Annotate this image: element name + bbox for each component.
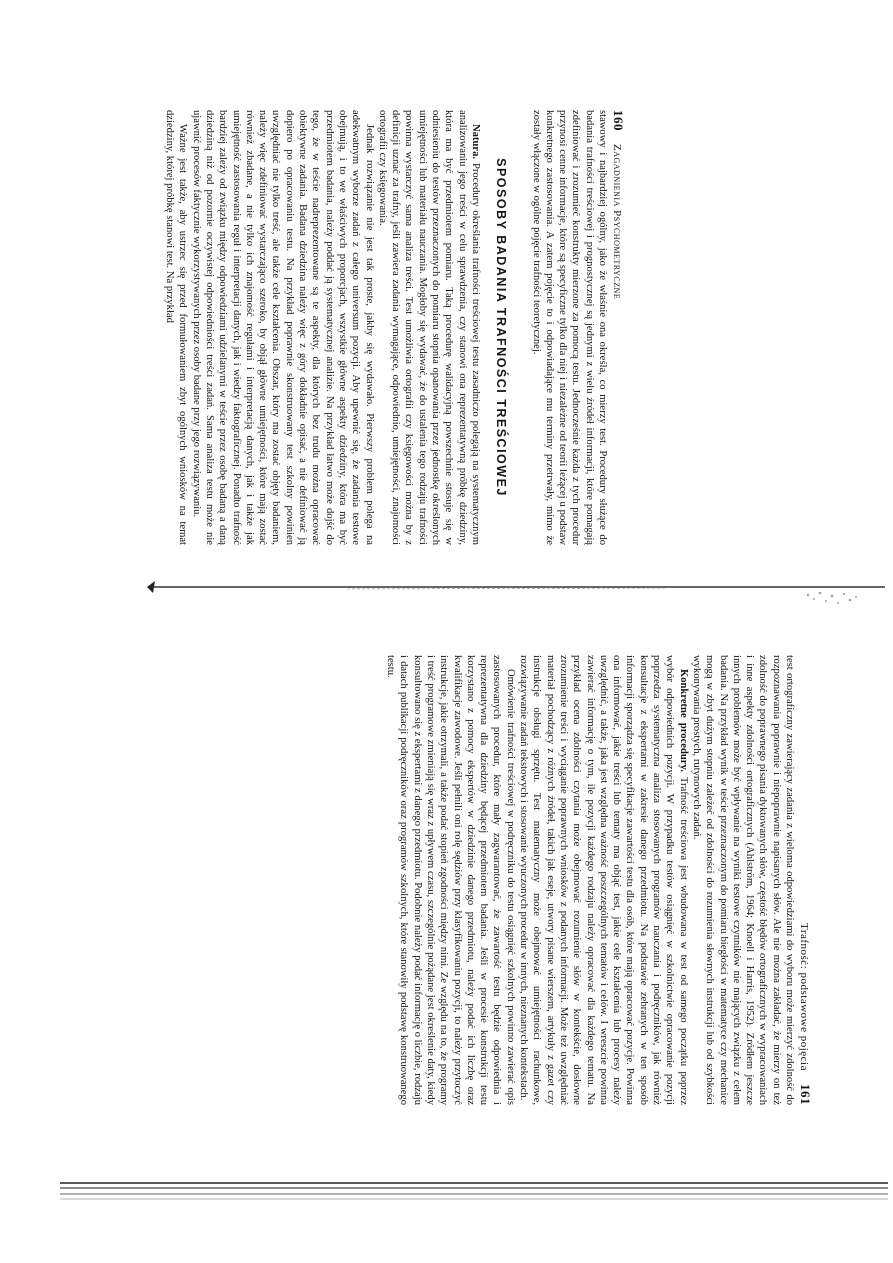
right-paragraph-1: test ortograficzny zawierający zadania z wieloma odpowiedziami do wyboru może mierzyć zdolność do rozpoznawania poprawnie i niepoprawnie napisanych słów. Ale nie można zakładać, że mierzy on też zdolność do poprawnego pisania dyktowanych słów, częstość błędów ortograficznych w wypracowaniach i inne aspekty zdolności ortograficznych (Ahlström, 1964; Knoell i Harris, 1952). Zródłem jeszcze innych problemów może być wpływanie na wyniki testowe czynników nie mających związku z celem badania. Na przykład wynik w teście przeznaczonym do pomiaru biegłości w matematyce czy mechanice mogą w zbyt dużym stopniu zależeć od zdolności do rozumienia słownych instrukcji lub od szybkości wykonywania prostych, rutynowych zadań. bbox=[690, 655, 795, 1105]
right-paragraph-3: Omówienie trafności treściowej w podręczniku do testu osiągnięć szkolnych powinno zawierać opis zastosowanych procedur, które mały zagwarantować, że zawartość testu będzie odpowiednia i reprezentatywna dla dziedziny będącej przedmiotem badania. Jeśli w procesie konstrukcji testu korzystano z pomocy ekspertów w dziedzinie danego przedmiotu, należy podać ich liczbę oraz kwalifikacje zawodowe. Jeśli pełnili oni rolę sędziów przy klasyfikowaniu pozycji, to należy przytoczyć instrukcje, jakie otrzymali, a także podać stopień zgodności między nimi. Ze względu na to, że programy i treść programowe zmieniają się wraz z upływem czasu, szczególnie pożądane jest określenie daty, kiedy konsultowano się z ekspertami z danego przedmiotu. Podobnie należy podać informację o liczbie, rodzaju i datach publikacji podręczników oraz programów szkolnych, które stanowiły podstawę konstruowanego testu. bbox=[385, 655, 516, 1105]
section-heading: SPOSOBY BADANIA TRAFNOŚCI TREŚCIOWEJ bbox=[494, 158, 509, 497]
left-intro-paragraph: stawowy i najbardziej ogólny, jako że właśnie ona określa, co mierzy test. Procedury służące do badania trafności treściowej i prognostycznej są jednymi z wielu źródeł informacji, które pomagają zdefiniować i zrozumieć konstrukty mierzone za pomocą testu. Jednocześnie każda z tych procedur przynosi cenne informacje, które są specyficzne tylko dla niej i niezależne od teorii leżącej u podstaw konkretnego zastosowania. A zatem pojęcie to i odpowiadające mu terminy przetrwały, mimo że zostały włączone w ogólne pojęcie trafności teoretycznej. bbox=[530, 110, 608, 545]
right-paragraph-2-text: Trafność treściowa jest wbudowana w test od samego początku poprzez wybór odpowiednich pozycji. W przypadku testów osiągnięć w szkolnictwie opracowanie pozycji poprzedza systematyczna analiza stosowanych programów nauczania i podręczników, jak również konsultacje z ekspertami w zakresie danego przedmiotu. Na podstawie zebranych w ten sposób informacji sporządza się specyfikacje zawartości testu dla osób, które mają opracować pozycje. Powinna ona informować, jakie treści lub tematy ma objąć test, jakie cele kształcenia lub procesy należy uwzględnić, a także, jaka jest względna ważność poszczególnych tematów i celów. I wreszcie powinna zawierać informację o tym, ile pozycji każdego rodzaju należy opracować dla każdego tematu. Na przykład ocena zdolności czytania może obejmować rozumienie słów w kontekście, dosłowne zrozumienie treści i wyciąganie poprawnych wniosków z podanych informacji. Może też uwzględniać materiał pochodzący z różnych źródeł, takich jak eseje, utwory pisane wierszem, artykuły z gazet czy instrukcje obsługi sprzętu. Test matematyczny może obejmować umiejętności rachunkowe, rozwiązywanie zadań tekstowych i stosowanie wyuczonych procedur w innych, nieznanych kontekstach. bbox=[518, 655, 689, 1105]
right-running-head bbox=[796, 655, 814, 1105]
lead-nature: Natura. bbox=[469, 124, 481, 160]
left-running-title: Zagadnienia Psychometryczne bbox=[611, 144, 623, 300]
left-paragraph-3: Jednak rozwiązanie nie jest tak proste, jakby się wydawało. Pierwszy problem polega na adekwatnym wyborze zadań z całego universum pozycji. Aby upewnić się, że zadania testowe obejmują, i to we właściwych proporcjach, wszystkie główne aspekty dziedziny, która ma być przedmiotem badania, należy poddać ją systematycznej analizie. Na przykład łatwo może dojść do tego, że w teście nadreprezentowane są te aspekty, dla których bez trudu można opracować obiektywne zadania. Badana dziedzina należy więc z góry dokładnie opisać, a nie definiować ją dopiero po opracowaniu testu. Na przykład poprawnie skonstruowany test szkolny powinien uwzględniać nie tylko treść, ale także cele kształcenia. Obszar, który ma zostać objęty badaniem, należy więc zdefiniować wystarczająco szeroko, by objął główne umiejętności, które mają zostać również zbadane, a nie tylko ich znajomość regułami i interpretacją danych, jak i także jak umiejętność zastosowania reguł i interpretacji danych, jak i wiedzy faktograficznej. Ponadto trafność bardziej zależy od związku między odpowiedziami udzielanymi w teście przez osobę badaną a daną dziedziną niż od pozornie oczywistej odpowiedniości treści zadań. Sama analiza testu może nie ujawnić procesów faktycznie wykorzystywanych przez osoby badane przy jego rozwiązywaniu. bbox=[190, 110, 375, 545]
scanner-edge-lines bbox=[60, 1175, 888, 1205]
left-paragraph-2-text: Procedury określania trafności treściowej testu zasadniczo polegają na systematycznym analizowaniu jego treści w celu sprawdzenia, czy stanowi ona reprezentatywną próbkę dziedziny, która ma być przedmiotem pomiaru. Taką procedurę walidacyjną powszechnie stosuje się w odniesieniu do testów przeznaczonych do pomiaru stopnia opanowania przez jednostkę określonych umiejętności lub materiału nauczania. Mogłoby się wydawać, że do ustalenia tego rodzaju trafności powinna wystarczyć sama analiza treści. Test umożliwia ortografii czy księgowości można by z definicji uznać za trafny, jeśli zawiera zadania wymagające, odpowiednio, umiejętności, znajomości ortografii czy księgowania. bbox=[376, 110, 481, 545]
lead-procedures: Konkretne procedury. bbox=[677, 669, 689, 772]
right-folio: 161 bbox=[798, 1084, 813, 1105]
left-folio: 160 bbox=[611, 110, 626, 131]
page-edge-smudge bbox=[800, 585, 860, 615]
left-paragraph-4: Ważne jest także, aby ustrzec się przed formułowaniem zbyt ogólnych wniosków na temat dziedziny, której próbkę stanowi test. Na przykład bbox=[164, 110, 189, 545]
right-page bbox=[349, 655, 814, 1105]
right-body bbox=[384, 655, 796, 1105]
gutter-rule bbox=[147, 575, 887, 597]
left-page bbox=[164, 110, 627, 545]
right-running-title: Trafność: podstawowe pojęcia bbox=[798, 922, 810, 1071]
left-running-head bbox=[609, 110, 627, 545]
left-body bbox=[163, 110, 609, 545]
left-paragraph-nature bbox=[376, 110, 482, 545]
right-paragraph-procedures bbox=[517, 655, 690, 1105]
